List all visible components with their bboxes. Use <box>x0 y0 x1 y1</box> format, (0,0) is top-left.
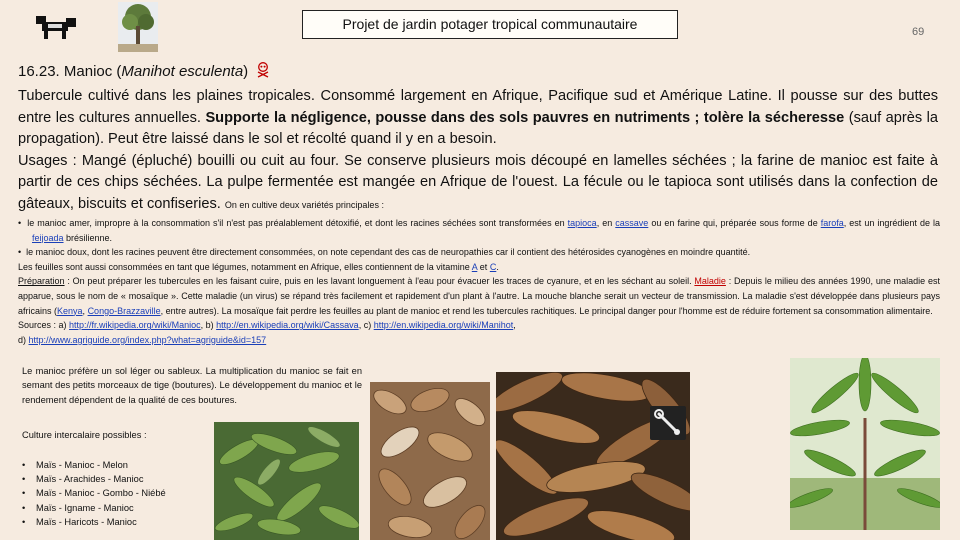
source-link-b[interactable]: http://en.wikipedia.org/wiki/Cassava <box>216 320 359 331</box>
link-congo[interactable]: Congo-Brazzaville <box>87 305 161 316</box>
varieties-intro: On en cultive deux variétés principales : <box>224 199 384 210</box>
hardiness-highlight: Supporte la négligence, pousse dans des sols pauvres en nutriments ; tolère la sécheresse <box>205 109 845 126</box>
dog-logo-icon <box>34 14 78 40</box>
link-kenya[interactable]: Kenya <box>57 305 83 316</box>
intercropping-list <box>22 458 166 529</box>
section-heading: 16.23. Manioc (Manihot esculenta) <box>18 62 270 80</box>
link-farofa[interactable]: farofa <box>820 218 844 228</box>
tree-logo-icon <box>118 2 158 52</box>
source-link-c[interactable]: http://en.wikipedia.org/wiki/Manihot <box>373 320 514 331</box>
usages-paragraph: Usages : Mangé (épluché) bouilli ou cuit au four. Se conserve plusieurs mois découpé en lamelles séchées ; la farine de manioc est faite à partir de ces chips séchées. La pulpe fermentée est mangée en Afrique de l'ouest. La fécule ou le tapioca sont utilisés dans la confection de gâteaux, biscuits et confiseries. On en cultive deux variétés principales : <box>18 152 938 212</box>
link-vitamin-c[interactable]: C <box>489 261 497 272</box>
document-title: Projet de jardin potager tropical communautaire <box>302 10 678 39</box>
list-item: • Maïs - Arachides - Manioc <box>22 472 166 486</box>
details-text <box>18 216 940 347</box>
roots-photo <box>370 382 490 540</box>
disease-label: Maladie <box>694 276 726 287</box>
page-number: 69 <box>912 26 925 38</box>
link-cassave[interactable]: cassave <box>615 218 649 228</box>
preparation-paragraph: Préparation : On peut préparer les tubercules en les faisant cuire, puis en les lavant longuement à l'eau pour évacuer les traces de cyanure, et en les séchant au soleil. Maladie : Depuis le milieu des années 1990, une maladie est apparue, sous le nom de « mosaïque ». Cette maladie (un virus) se répand très facilement et rapidement d'un plant à l'autre. La mouche blanche serait un vecteur de transmission. La maladie s'est développée dans plusieurs pays africains (Kenya, Congo-Brazzaville, entre autres). La mosaïque fait perdre les feuilles au plant de manioc et rend les tubercules rachitiques. Le principal danger pour l'homme est de réduire fortement sa consommation alimentaire. <box>18 276 940 316</box>
leaves-photo <box>214 422 359 540</box>
list-item: • Maïs - Manioc - Gombo - Niébé <box>22 486 166 500</box>
description-paragraph: Tubercule cultivé dans les plaines tropicales. Consommé largement en Afrique, Pacifique sud et Amérique Latine. Il pousse sur des buttes entre les cultures annuelles. Supporte la négligence, pousse dans des sols pauvres en nutriments ; tolère la sécheresse (sauf après la propagation). Peut être laissé dans le sol et récolté quand il y en a besoin. <box>18 88 938 147</box>
list-item: • Maïs - Haricots - Manioc <box>22 515 166 529</box>
source-link-a[interactable]: http://fr.wikipedia.org/wiki/Manioc <box>69 320 201 331</box>
intro-text <box>18 86 938 216</box>
link-tapioca[interactable]: tapioca <box>567 218 597 228</box>
wrench-icon[interactable] <box>650 406 686 440</box>
plant-photo <box>790 358 940 530</box>
leaves-paragraph: Les feuilles sont aussi consommées en tant que légumes, notamment en Afrique, elles contiennent de la vitamine A et C. <box>18 261 499 272</box>
propagation-text: Le manioc préfère un sol léger ou sableux. La multiplication du manioc se fait en semant des petits morceaux de tige (boutures). Le développement du manioc et le rendement dépendent de la qualité de ces boutures. <box>22 366 362 405</box>
sweet-variety-item: • le manioc doux, dont les racines peuvent être directement consommées, on note cependant des cas de neuropathies car il contient des hétérosides cyanogènes en moindre quantité. <box>18 247 751 258</box>
source-link-d[interactable]: http://www.agriguide.org/index.php?what=agriguide&id=157 <box>28 334 267 345</box>
list-item: • Maïs - Igname - Manioc <box>22 501 166 515</box>
plant-name: Manioc <box>63 63 113 80</box>
link-feijoada[interactable]: feijoada <box>32 232 64 243</box>
tubers-photo <box>496 372 690 540</box>
intercropping-label: Culture intercalaire possibles : <box>22 430 147 440</box>
skull-crossbones-icon <box>256 62 270 78</box>
sources-paragraph: Sources : a) http://fr.wikipedia.org/wiki/Manioc, b) http://en.wikipedia.org/wiki/Cassava, c) http://en.wikipedia.org/wiki/Manihot, d) http://www.agriguide.org/index.php?what=agriguide&id=157 <box>18 320 516 345</box>
preparation-label: Préparation <box>18 276 65 287</box>
list-item: • Maïs - Manioc - Melon <box>22 458 166 472</box>
section-number: 16.23. <box>18 63 60 80</box>
bitter-variety-item: • le manioc amer, impropre à la consommation s'il n'est pas préalablement détoxifié, et dont les racines séchées sont transformées en tapioca, en cassave ou en farine qui, préparée sous forme de farofa, est un ingrédient de la feijoada brésilienne. <box>18 218 940 243</box>
latin-name: Manihot esculenta <box>121 63 244 80</box>
link-vitamin-a[interactable]: A <box>471 261 478 272</box>
